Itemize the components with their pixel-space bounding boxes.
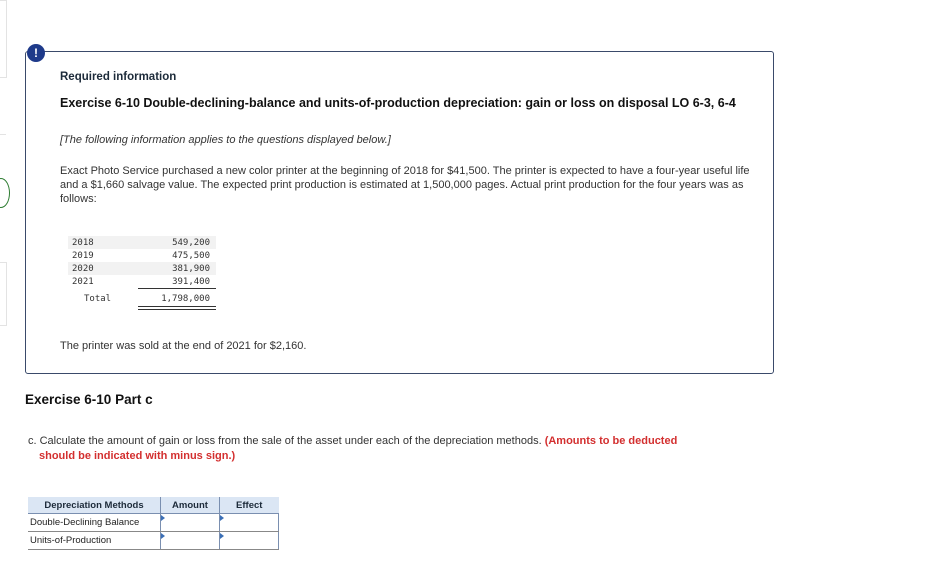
production-year: 2019	[72, 251, 94, 261]
subtotal-underline	[138, 288, 216, 289]
table-row	[28, 532, 279, 550]
total-value: 1,798,000	[161, 294, 210, 304]
production-pages: 549,200	[172, 238, 210, 248]
input-marker-icon	[161, 533, 165, 539]
table-row	[68, 262, 216, 275]
header-depreciation-methods: Depreciation Methods	[28, 497, 161, 514]
sale-info-text: The printer was sold at the end of 2021 for $2,160.	[60, 340, 307, 352]
problem-description: Exact Photo Service purchased a new color printer at the beginning of 2018 for $41,500. The printer is expected to have a four-year useful life and a $1,660 salvage value. The expected print production is estimated at 1,500,000 pages. Actual print production for the four years was as follows:	[60, 165, 750, 205]
question-prefix: c. Calculate the amount of gain or loss from the sale of the asset under each of the depreciation methods.	[28, 435, 542, 447]
left-edge-panel-2	[0, 262, 7, 326]
total-label: Total	[84, 294, 112, 304]
uop-effect-select[interactable]	[220, 532, 278, 549]
production-year: 2018	[72, 238, 94, 248]
amount-cell	[161, 532, 220, 550]
header-amount: Amount	[161, 497, 220, 514]
alert-icon: !	[27, 44, 45, 62]
table-row	[28, 514, 279, 532]
left-edge-arc	[0, 178, 10, 208]
production-pages: 381,900	[172, 264, 210, 274]
question-note-line1: (Amounts to be deducted	[544, 435, 678, 447]
header-effect: Effect	[220, 497, 279, 514]
required-information-label: Required information	[60, 71, 177, 83]
table-row	[68, 249, 216, 262]
production-year: 2020	[72, 264, 94, 274]
question-text	[28, 434, 788, 464]
effect-cell	[220, 532, 279, 550]
production-pages: 391,400	[172, 277, 210, 287]
table-row	[68, 236, 216, 249]
dropdown-marker-icon	[220, 533, 224, 539]
answer-table	[28, 497, 279, 550]
left-edge-divider	[0, 132, 6, 135]
amount-cell	[161, 514, 220, 532]
applies-note: [The following information applies to the questions displayed below.]	[60, 134, 391, 146]
dropdown-marker-icon	[220, 515, 224, 521]
total-double-underline	[138, 306, 216, 310]
input-marker-icon	[161, 515, 165, 521]
total-row	[68, 293, 216, 306]
table-row	[68, 275, 216, 288]
part-title: Exercise 6-10 Part c	[25, 392, 153, 407]
method-label: Double-Declining Balance	[28, 514, 161, 532]
question-note-line2: should be indicated with minus sign.)	[39, 450, 236, 462]
effect-cell	[220, 514, 279, 532]
production-year: 2021	[72, 277, 94, 287]
print-production-table	[68, 236, 216, 306]
production-pages: 475,500	[172, 251, 210, 261]
uop-amount-input[interactable]	[161, 532, 219, 549]
left-edge-panel	[0, 0, 7, 78]
answer-header-row	[28, 497, 279, 514]
exercise-title: Exercise 6-10 Double-declining-balance and units-of-production depreciation: gain or loss on disposal LO 6-3, 6-4	[60, 96, 736, 110]
ddb-effect-select[interactable]	[220, 514, 278, 531]
method-label: Units-of-Production	[28, 532, 161, 550]
ddb-amount-input[interactable]	[161, 514, 219, 531]
